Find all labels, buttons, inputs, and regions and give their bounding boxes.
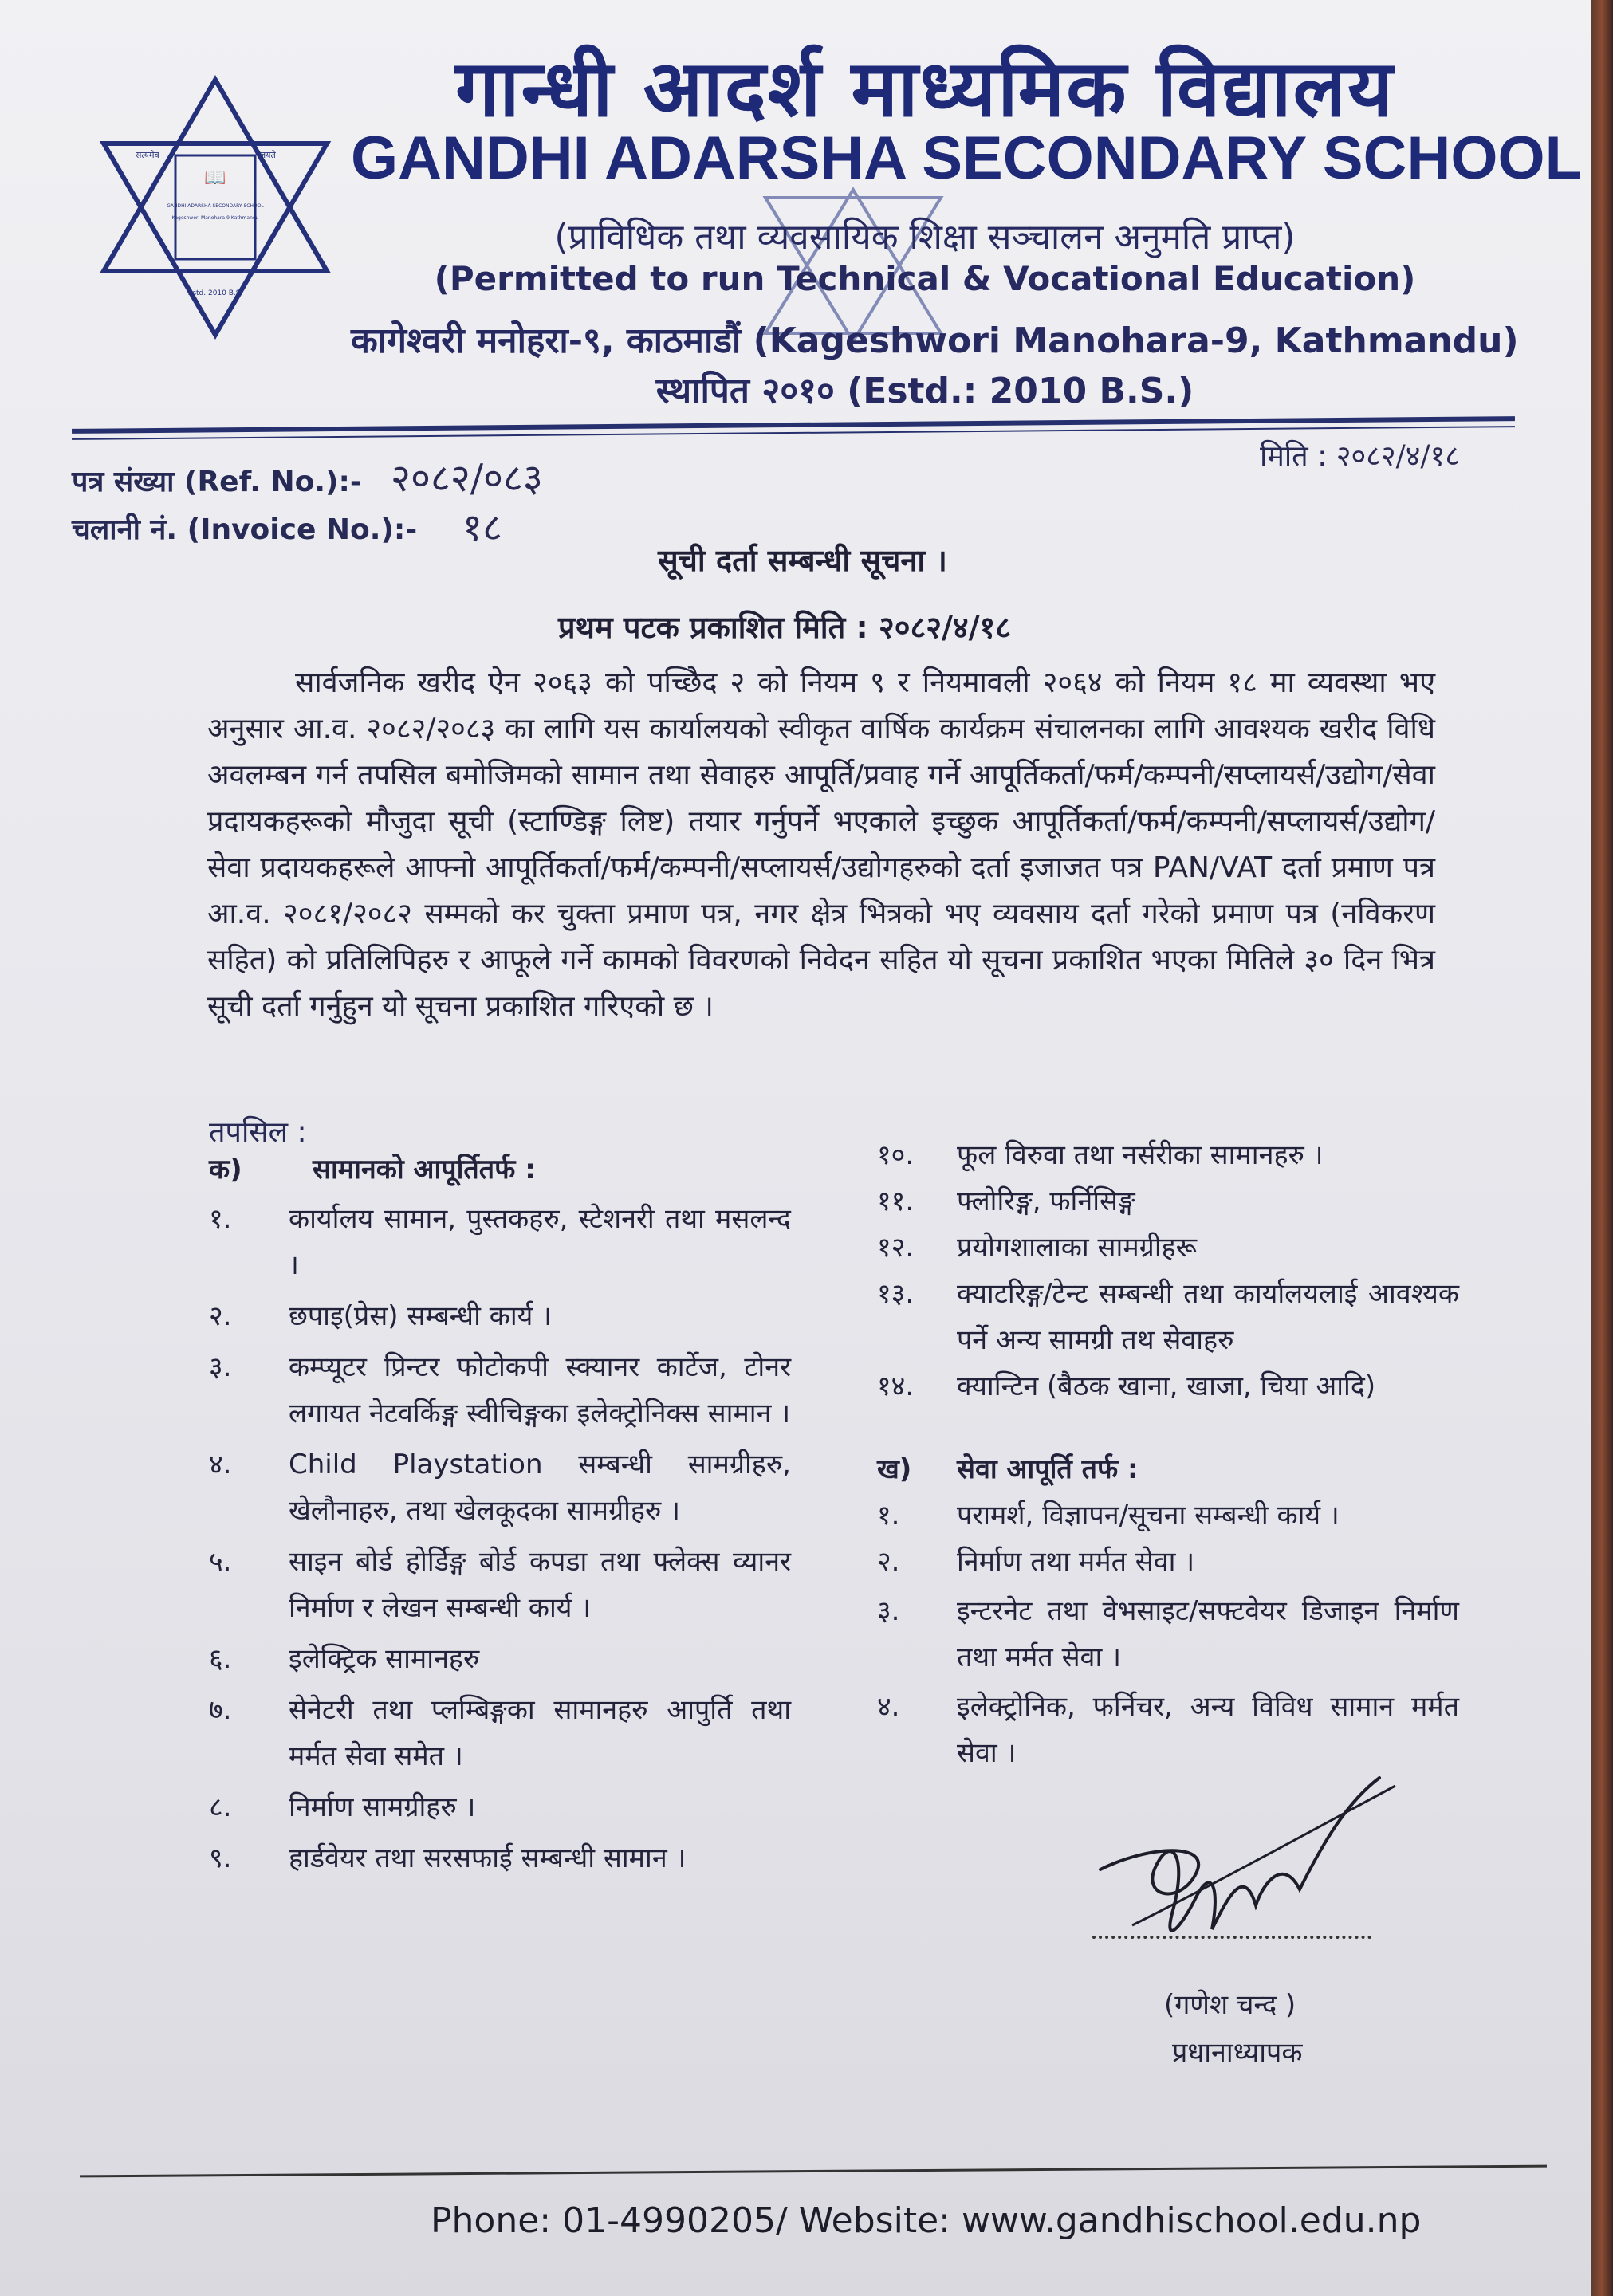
list-item: ४. इलेक्ट्रोनिक, फर्निचर, अन्य विविध सामान मर्मत सेवा । [877,1691,1459,1769]
ref-label: पत्र संख्या (Ref. No.):- [72,466,362,498]
school-logo [88,64,343,351]
list-item: ३. कम्प्यूटर प्रिन्टर फोटोकपी स्क्यानर कार्टेज, टोनर लगायत नेटवर्किङ्ग स्वीचिङ्गका इलेक्ट्रोनिक्स सामान । [209,1351,791,1429]
list-item: ९. हार्डवेयर तथा सरसफाई सम्बन्धी सामान । [209,1842,687,1874]
signatory-title: प्रधानाध्यापक [1172,2037,1303,2069]
goods-column [209,1146,791,1881]
services-heading [877,1446,1459,1492]
permission-nepali: (प्राविधिक तथा व्यवसायिक शिक्षा सञ्चालन अनुमति प्राप्त) [554,217,1296,258]
services-heading-text: सेवा आपूर्ति तर्फ : [957,1453,1139,1485]
logo-right-text: जयते [259,150,276,160]
goods-marker: क) [209,1154,242,1185]
tapasil-label: तपसिल : [209,1116,307,1149]
signature [1084,1770,1403,1969]
goods-heading [209,1146,791,1193]
logo-school-text: GANDHI ADARSHA SECONDARY SCHOOL [167,203,264,209]
list-item: १. परामर्श, विज्ञापन/सूचना सम्बन्धी कार्य । [877,1500,1340,1531]
school-name-english: GANDHI ADARSHA SECONDARY SCHOOL [351,124,1583,192]
date-label: मिति : [1260,440,1328,473]
list-item: १३. क्याटरिङ्ग/टेन्ट सम्बन्धी तथा कार्यालयलाई आवश्यक पर्ने अन्य सामग्री तथ सेवाहरु [877,1278,1459,1356]
notice-body [207,660,1435,1030]
right-column [877,1132,1459,1776]
list-item: १०. फूल विरुवा तथा नर्सरीका सामानहरु । [877,1139,1324,1171]
list-item: २. निर्माण तथा मर्मत सेवा । [877,1546,1195,1578]
school-name-nepali: गान्धी आदर्श माध्यमिक विद्यालय [455,43,1395,135]
list-item: १४. क्यान्टिन (बैठक खाना, खाजा, चिया आदि) [877,1370,1376,1402]
signatory-name: (गणेश चन्द ) [1164,1989,1296,2021]
school-address: कागेश्वरी मनोहरा-९, काठमाडौं (Kageshwori Manohara-9, Kathmandu) [351,320,1519,361]
list-item: ७. सेनेटरी तथा प्लम्बिङ्गका सामानहरु आपुर्ति तथा मर्मत सेवा समेत । [209,1694,791,1772]
published-date: प्रथम पटक प्रकाशित मिति : २०८२/४/१८ [558,610,1012,645]
ref-value: २०८२/०८३ [391,456,543,501]
footer-contact: Phone: 01-4990205/ Website: www.gandhischool.edu.np [431,2200,1422,2241]
list-item: १२. प्रयोगशालाका सामग्रीहरू [877,1232,1198,1264]
invoice-label: चलानी नं. (Invoice No.):- [72,513,418,546]
goods-heading-text: सामानको आपूर्तितर्फ : [313,1154,536,1185]
date-value: २०८२/४/१८ [1336,440,1461,473]
header-divider [72,416,1515,434]
invoice-value: १८ [462,505,502,550]
svg-text:📖: 📖 [204,168,226,188]
services-marker: ख) [877,1453,912,1485]
footer-divider [80,2165,1547,2178]
notice-body-text: सार्वजनिक खरीद ऐन २०६३ को पच्छिेद २ को नियम ९ र नियमावली २०६४ को नियम १८ मा व्यवस्था भए अनुसार आ.व. २०८२/२०८३ का लागि यस कार्यालयको स्वीकृत वार्षिक कार्यक्रम संचालनका लागि आवश्यक खरीद विधि अवलम्बन गर्न तपसिल बमोजिमको सामान तथा सेवाहरु आपूर्ति/प्रवाह गर्ने आपूर्तिकर्ता/फर्म/कम्पनी/सप्लायर्स/उद्योग/सेवा प्रदायकहरूको मौजुदा सूची (स्टाण्डिङ्ग लिष्ट) तयार गर्नुपर्ने भएकाले इच्छुक आपूर्तिकर्ता/फर्म/कम्पनी/सप्लायर्स/उद्योग/सेवा प्रदायकहरूले आफ्नो आपूर्तिकर्ता/फर्म/कम्पनी/सप्लायर्स/उद्योगहरुको दर्ता इजाजत पत्र PAN/VAT दर्ता प्रमाण पत्र आ.व. २०८१/२०८२ सम्मको कर चुक्ता प्रमाण पत्र, नगर क्षेत्र भित्रको भए व्यवसाय दर्ता गरेको प्रमाण पत्र (नविकरण सहित) को प्रतिलिपिहरु र आफूले गर्ने कामको विवरणको निवेदन सहित यो सूचना प्रकाशित भएका मितिले ३० दिन भित्र सूची दर्ता गर्नुहुन यो सूचना प्रकाशित गरिएको छ । [207,666,1435,1023]
background-edge [1591,0,1613,2296]
date-line [1260,435,1460,474]
established-year: स्थापित २०१० (Estd.: 2010 B.S.) [655,371,1194,411]
list-item: १. कार्यालय सामान, पुस्तकहरु, स्टेशनरी तथा मसलन्द । [209,1203,791,1281]
signature-line [1092,1936,1371,1939]
logo-estd-text: Estd. 2010 B.S. [187,289,243,297]
list-item: ५. साइन बोर्ड होर्डिङ्ग बोर्ड कपडा तथा फ्लेक्स व्यानर निर्माण र लेखन सम्बन्धी कार्य । [209,1546,791,1624]
logo-left-text: सत्यमेव [136,150,159,160]
list-item: ११. फ्लोरिङ्ग, फर्निसिङ्ग [877,1185,1135,1217]
list-item: ८. निर्माण सामग्रीहरु । [209,1791,476,1823]
list-item: ६. इलेक्ट्रिक सामानहरु [209,1643,480,1675]
list-item: ३. इन्टरनेट तथा वेभसाइट/सफ्टवेयर डिजाइन निर्माण तथा मर्मत सेवा । [877,1595,1459,1673]
list-item: २. छपाइ(प्रेस) सम्बन्धी कार्य । [209,1300,553,1332]
list-item: ४. Child Playstation सम्बन्धी सामग्रीहरु, खेलौनाहरु, तथा खेलकूदका सामग्रीहरु । [209,1449,791,1527]
notice-title: सूची दर्ता सम्बन्धी सूचना । [658,543,947,578]
permission-english: (Permitted to run Technical & Vocational Education) [434,259,1416,298]
logo-place-text: Kageshwori Manohara-9 Kathmandu [171,215,259,221]
